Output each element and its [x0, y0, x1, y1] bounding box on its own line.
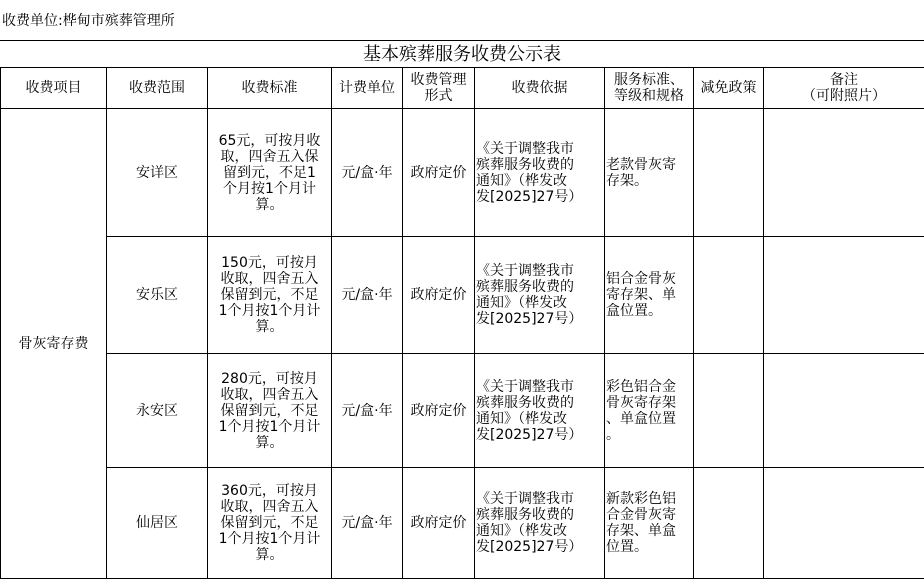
- basis-line: 发[2025]27号）: [476, 539, 583, 555]
- remark-cell: [764, 237, 924, 354]
- basis-line: 《关于调整我市: [476, 140, 574, 157]
- spec-line: 位置。: [606, 539, 648, 555]
- standard-cell: [208, 354, 332, 468]
- spec-line: 老款骨灰寄: [606, 156, 676, 173]
- col-header-remark: [764, 68, 924, 109]
- relief-cell: [694, 354, 764, 468]
- standard-line: 算。: [255, 547, 284, 563]
- basis-line: 《关于调整我市: [476, 491, 574, 507]
- col-header-spec: [605, 68, 694, 109]
- basis-line: 殡葬服务收费的: [476, 507, 574, 523]
- spec-line: 寄存架、单: [606, 287, 676, 303]
- standard-cell: [208, 109, 332, 237]
- standard-line: 1个月按1个月计: [218, 418, 321, 435]
- charging-unit-label: 收费单位:桦甸市殡葬管理所: [2, 13, 175, 29]
- spec-cell: [605, 109, 694, 237]
- table-row: [1, 468, 924, 579]
- management-cell: 政府定价: [403, 468, 475, 579]
- spec-cell: [605, 354, 694, 468]
- basis-line: 《关于调整我市: [476, 263, 574, 279]
- management-cell: 政府定价: [403, 237, 475, 354]
- col-header-spec-line1: 服务标准、: [614, 72, 684, 88]
- col-header-item: 收费项目: [1, 68, 107, 109]
- relief-cell: [694, 109, 764, 237]
- range-cell: 仙居区: [107, 468, 208, 579]
- standard-line: 1个月按1个月计: [218, 531, 321, 547]
- standard-cell: [208, 468, 332, 579]
- standard-cell: [208, 237, 332, 354]
- item-name-cell: 骨灰寄存费: [1, 109, 107, 579]
- management-cell: 政府定价: [403, 109, 475, 237]
- standard-line: 280元，可按月: [221, 370, 318, 387]
- unit-cell: 元/盒·年: [332, 109, 403, 237]
- col-header-management: [403, 68, 475, 109]
- standard-line: 收取，四舍五入: [220, 271, 319, 287]
- spec-line: 盒位置。: [606, 303, 662, 319]
- table-row: [1, 109, 924, 237]
- basis-cell: [475, 109, 605, 237]
- table-row: [1, 354, 924, 468]
- remark-cell: [764, 109, 924, 237]
- unit-cell: 元/盒·年: [332, 237, 403, 354]
- basis-line: 发[2025]27号）: [476, 426, 583, 443]
- table-row: [1, 237, 924, 354]
- basis-line: 殡葬服务收费的: [476, 156, 574, 173]
- basis-line: 通知》（桦发改: [476, 295, 567, 311]
- table-title: 基本殡葬服务收费公示表: [0, 40, 924, 67]
- basis-line: 《关于调整我市: [476, 378, 574, 395]
- standard-line: 保留到元，不足: [220, 287, 319, 303]
- basis-line: 发[2025]27号）: [476, 311, 583, 327]
- standard-line: 算。: [255, 434, 284, 451]
- basis-line: 发[2025]27号）: [476, 188, 583, 205]
- spec-line: 存架。: [606, 172, 648, 189]
- management-cell: 政府定价: [403, 354, 475, 468]
- range-cell: 安详区: [107, 109, 208, 237]
- standard-line: 收取，四舍五入: [220, 386, 319, 403]
- col-header-management-line2: 形式: [424, 88, 453, 104]
- basis-cell: [475, 237, 605, 354]
- unit-cell: 元/盒·年: [332, 468, 403, 579]
- range-cell: 安乐区: [107, 237, 208, 354]
- standard-line: 保留到元，不足: [220, 515, 319, 531]
- spec-line: 合金骨灰寄: [606, 507, 676, 523]
- standard-line: 取，四舍五入保: [220, 148, 319, 165]
- spec-line: 存架、单盒: [606, 523, 676, 539]
- basis-line: 通知》（桦发改: [476, 410, 567, 427]
- spec-line: 骨灰寄存架: [606, 394, 676, 411]
- standard-line: 360元，可按月: [221, 483, 318, 499]
- standard-line: 保留到元，不足: [220, 402, 319, 419]
- basis-line: 通知》（桦发改: [476, 172, 567, 189]
- spec-line: 新款彩色铝: [606, 491, 676, 507]
- spec-line: 、单盒位置: [606, 410, 676, 427]
- col-header-basis: 收费依据: [475, 68, 605, 109]
- col-header-management-line1: 收费管理: [410, 72, 467, 88]
- standard-line: 个月按1个月计: [223, 180, 316, 197]
- spec-line: 彩色铝合金: [606, 378, 676, 395]
- col-header-remark-line1: 备注: [830, 72, 858, 88]
- standard-line: 算。: [255, 319, 284, 335]
- unit-cell: 元/盒·年: [332, 354, 403, 468]
- basis-line: 殡葬服务收费的: [476, 279, 574, 295]
- header-row: [1, 68, 924, 109]
- standard-line: 150元，可按月: [221, 255, 318, 271]
- remark-cell: [764, 354, 924, 468]
- col-header-standard: 收费标准: [208, 68, 332, 109]
- standard-line: 1个月按1个月计: [218, 303, 321, 319]
- standard-line: 留到元，不足1: [223, 164, 316, 181]
- standard-line: 65元，可按月收: [218, 132, 321, 149]
- spec-cell: [605, 237, 694, 354]
- spec-cell: [605, 468, 694, 579]
- basis-cell: [475, 354, 605, 468]
- spec-line: 。: [606, 426, 620, 443]
- relief-cell: [694, 237, 764, 354]
- col-header-remark-line2: （可附照片）: [802, 88, 886, 104]
- col-header-relief: 减免政策: [694, 68, 764, 109]
- fee-table: [0, 67, 924, 579]
- spec-line: 铝合金骨灰: [606, 271, 676, 287]
- standard-line: 收取，四舍五入: [220, 499, 319, 515]
- basis-line: 通知》（桦发改: [476, 523, 567, 539]
- basis-cell: [475, 468, 605, 579]
- col-header-spec-line2: 等级和规格: [614, 88, 684, 104]
- remark-cell: [764, 468, 924, 579]
- col-header-unit: 计费单位: [332, 68, 403, 109]
- basis-line: 殡葬服务收费的: [476, 394, 574, 411]
- relief-cell: [694, 468, 764, 579]
- standard-line: 算。: [255, 196, 284, 213]
- col-header-range: 收费范围: [107, 68, 208, 109]
- range-cell: 永安区: [107, 354, 208, 468]
